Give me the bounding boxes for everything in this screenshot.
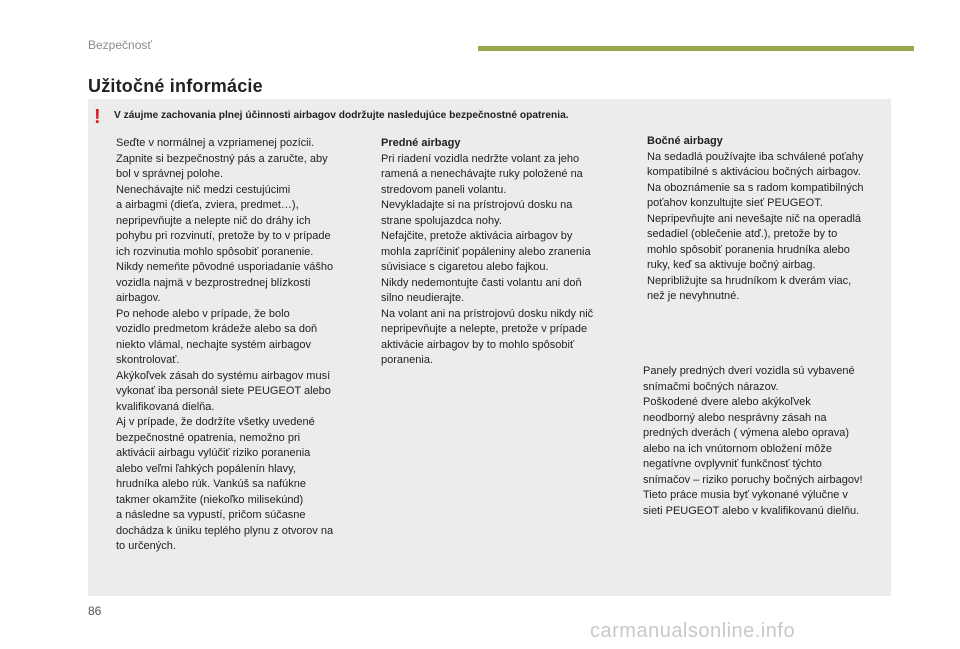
body-text-line: silno neudierajte.	[381, 292, 465, 304]
body-text-line: bol v správnej polohe.	[116, 168, 224, 180]
body-text-line: Panely predných dverí vozidla sú vybavené	[643, 365, 855, 377]
warning-text: V záujme zachovania plnej účinnosti airbagov dodržujte nasledujúce bezpečnostné opatrenia.	[114, 110, 569, 121]
body-text-line: aktivácie airbagov by to mohlo spôsobiť	[381, 338, 575, 351]
body-text-line: poranenia.	[381, 354, 433, 366]
page-number: 86	[88, 604, 102, 618]
body-text-line: nepripevňujte a nelepte nič do dráhy ich	[116, 214, 311, 227]
body-text-line: Seďte v normálnej a vzpriamenej pozícii.	[116, 137, 315, 149]
body-text-line: negatívne ovplyvniť funkčnosť týchto	[643, 458, 822, 470]
page-title: Užitočné informácie	[88, 76, 263, 96]
body-text-line: Tieto práce musia byť vykonané výlučne v	[643, 489, 848, 501]
body-text-line: mohlo spôsobiť poranenia hrudníka alebo	[647, 243, 850, 256]
body-text-line: Nenechávajte nič medzi cestujúcimi	[116, 183, 291, 196]
body-text-line: Na sedadlá používajte iba schválené poťahy	[647, 150, 864, 163]
body-text-line: neodborný alebo nesprávny zásah na	[643, 411, 827, 424]
body-text-line: súvisiace s cigaretou alebo fajkou.	[381, 261, 549, 273]
body-text-line: snímačov – riziko poruchy bočných airbagov!	[643, 473, 863, 486]
watermark: carmanualsonline.info	[590, 620, 796, 642]
body-text-line: ramená a nenechávajte ruky položené na	[381, 168, 583, 180]
body-text-line: airbagov.	[116, 292, 161, 304]
side-airbags-heading: Bočné airbagy	[647, 135, 723, 147]
body-text-line: Na volant ani na prístrojovú dosku nikdy nič	[381, 307, 594, 320]
body-text-line: a airbagmi (dieťa, zviera, predmet…),	[116, 199, 299, 211]
body-text-line: mohla zapríčiniť popáleniny alebo zranenia	[381, 245, 591, 258]
body-text-line: Zapnite si bezpečnostný pás a zaručte, aby	[116, 152, 328, 165]
body-text-line: ruky, keď sa aktivuje bočný airbag.	[647, 259, 816, 271]
body-text-line: strane spolujazdca nohy.	[381, 214, 502, 227]
body-text-line: skontrolovať.	[116, 354, 180, 366]
body-text-line: Nefajčite, pretože aktivácia airbagov by	[381, 230, 573, 242]
body-text-line: Akýkoľvek zásah do systému airbagov musí	[116, 369, 331, 382]
body-text-line: dochádza k úniku teplého plynu z otvorov na	[116, 524, 334, 537]
body-text-line: kvalifikovaná dielňa.	[116, 400, 215, 413]
general-precautions-column	[116, 136, 361, 555]
body-text-line: stredovom paneli volantu.	[381, 183, 507, 196]
body-text-line: hrudníka alebo rúk. Vankúš sa nafúkne	[116, 478, 306, 490]
body-text-line: niekto vlámal, nechajte systém airbagov	[116, 338, 312, 351]
door-sensors-column	[643, 364, 893, 519]
body-text-line: nepripevňujte a nelepte, pretože v prípade	[381, 323, 588, 335]
side-airbags-column	[647, 134, 892, 305]
body-text-line: Nikdy nedemontujte časti volantu ani doň	[381, 276, 582, 289]
body-text-line: to určených.	[116, 540, 176, 552]
body-text-line: kompatibilné s aktiváciou bočných airbagov.	[647, 166, 861, 178]
body-text-line: ich rozvinutia mohlo spôsobiť poranenie.	[116, 245, 314, 258]
body-text-line: vozidlo predmetom krádeže alebo sa doň	[116, 323, 318, 335]
body-text-line: a následne sa vypustí, pričom súčasne	[116, 509, 306, 521]
body-text-line: Nikdy nemeňte pôvodné usporiadanie vášho	[116, 261, 334, 273]
body-text-line: Na oboznámenie sa s radom kompatibilných	[647, 181, 864, 194]
body-text-line: Pri riadení vozidla nedržte volant za jeho	[381, 152, 580, 165]
body-text-line: aktivácii airbagu vylúčiť riziko poranenia	[116, 447, 311, 459]
body-text-line: Nepripevňujte ani nevešajte nič na operadlá	[647, 212, 862, 225]
body-text-line: Nepribližujte sa hrudníkom k dverám viac,	[647, 274, 852, 287]
section-label: Bezpečnosť	[88, 38, 152, 52]
body-text-line: vozidla najmä v bezprostrednej blízkosti	[116, 276, 311, 289]
body-text-line: Poškodené dvere alebo akýkoľvek	[643, 396, 811, 408]
body-text-line: vykonať iba personál siete PEUGEOT alebo	[116, 385, 331, 397]
body-text-line: než je nevyhnutné.	[647, 290, 740, 302]
body-text-line: sedadiel (oblečenie atď.), pretože by to	[647, 228, 838, 240]
section-divider-bar	[478, 46, 914, 51]
body-text-line: pohybu pri rozvinutí, pretože by to v prípade	[116, 230, 331, 242]
body-text-line: Po nehode alebo v prípade, že bolo	[116, 307, 290, 320]
body-text-line: snímačmi bočných nárazov.	[643, 380, 779, 393]
body-text-line: bezpečnostné opatrenia, nemožno pri	[116, 431, 301, 444]
body-text-line: alebo veľmi ľahkých popálenín hlavy,	[116, 462, 296, 475]
front-airbags-column	[381, 136, 626, 369]
body-text-line: sieti PEUGEOT alebo v kvalifikovanú dielňu.	[643, 504, 860, 517]
body-text-line: predných dverách ( výmena alebo oprava)	[643, 427, 850, 439]
body-text-line: poťahov konzultujte sieť PEUGEOT.	[647, 197, 823, 209]
body-text-line: takmer okamžite (niekoľko milisekúnd)	[116, 493, 304, 506]
exclamation-warning-icon: !	[94, 106, 101, 128]
body-text-line: Aj v prípade, že dodržíte všetky uvedené	[116, 416, 315, 428]
front-airbags-heading: Predné airbagy	[381, 137, 461, 149]
body-text-line: alebo na ich vnútornom obložení môže	[643, 442, 832, 455]
body-text-line: Nevykladajte si na prístrojovú dosku na	[381, 199, 573, 211]
